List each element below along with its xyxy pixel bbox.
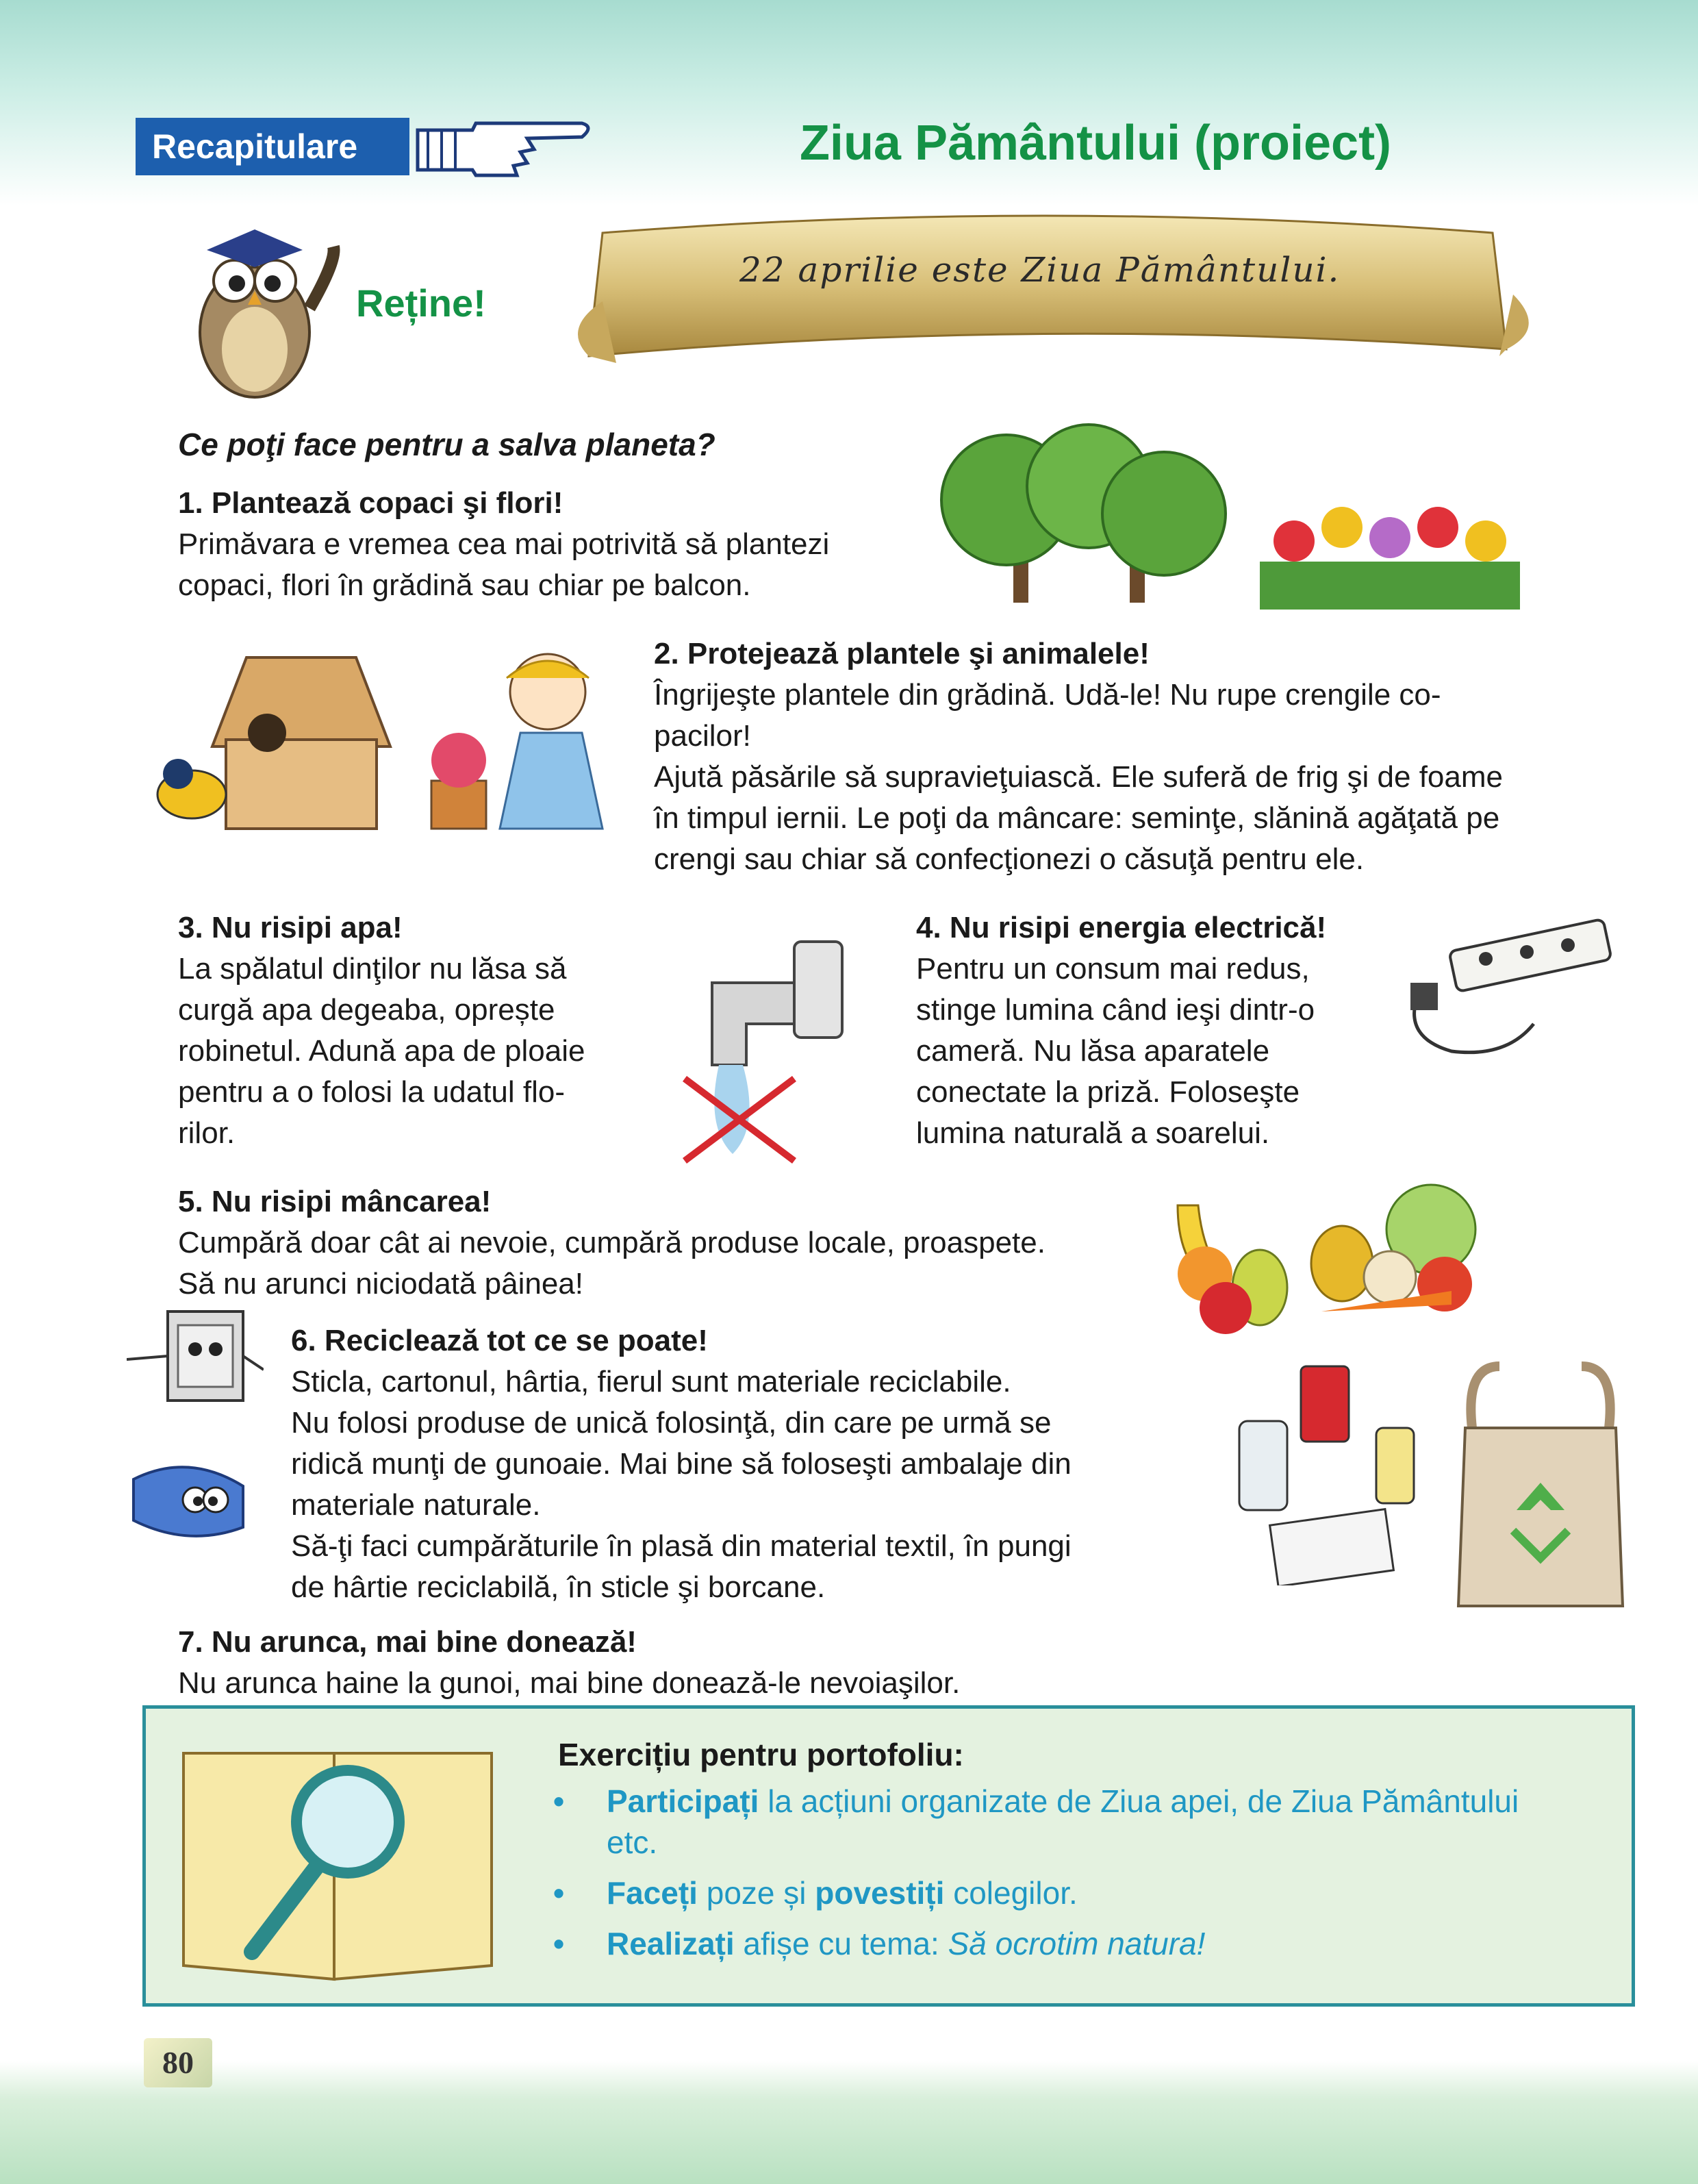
eraser-mascot-icon: [127, 1452, 257, 1548]
item-line: de hârtie reciclabilă, în sticle şi borcane.: [291, 1570, 826, 1604]
item-line: Cumpără doar cât ai nevoie, cumpără produse locale, proaspete.: [178, 1226, 1046, 1259]
item-1: [178, 483, 945, 606]
portfolio-item: • Realizați afișe cu tema: Să ocrotim natura!: [553, 1923, 1621, 1964]
bottom-background: [0, 2061, 1698, 2184]
item-2: [654, 633, 1633, 880]
item-6: [291, 1320, 1198, 1608]
retine-label: Reține!: [356, 281, 486, 325]
item-line: rilor.: [178, 1116, 236, 1150]
eco-bag-icon: [1452, 1359, 1630, 1620]
film-mascot-icon: [127, 1305, 264, 1407]
item-heading: 7. Nu arunca, mai bine donează!: [178, 1625, 637, 1659]
item-line: La spălatul dinţilor nu lăsa să: [178, 952, 567, 986]
flowers-illustration: [1260, 473, 1520, 610]
item-line: în timpul iernii. Le poţi da mâncare: seminţe, slănină agăţată pe: [654, 801, 1500, 835]
tap-icon: [657, 921, 890, 1175]
portfolio-item: • Faceți poze și povestiți colegilor.: [553, 1872, 1621, 1913]
item-heading: 6. Reciclează tot ce se poate!: [291, 1324, 708, 1357]
scroll-banner: [561, 192, 1547, 397]
item-line: Să-ţi faci cumpărăturile în plasă din material textil, în pungi: [291, 1529, 1072, 1563]
item-line: ridică munţi de gunoaie. Mai bine să foloseşti ambalaje din: [291, 1447, 1072, 1481]
item-line: conectate la priză. Foloseşte: [916, 1075, 1300, 1109]
item-line: Îngrijeşte plantele din grădină. Udă-le! Nu rupe crengile co-: [654, 678, 1441, 712]
item-heading: 4. Nu risipi energia electrică!: [916, 911, 1327, 944]
bullet-icon: •: [553, 1783, 565, 1819]
girl-watering-illustration: [411, 644, 637, 849]
item-line: pentru a o folosi la udatul flo-: [178, 1075, 566, 1109]
section-tag: Recapitulare: [136, 118, 409, 175]
item-line: cameră. Nu lăsa aparatele: [916, 1034, 1270, 1068]
item-heading: 1. Plantează copaci şi flori!: [178, 486, 563, 520]
item-4: [916, 907, 1395, 1154]
item-line: robinetul. Adună apa de ploaie: [178, 1034, 585, 1068]
power-strip-icon: [1397, 914, 1636, 1065]
fruits-illustration: [1164, 1192, 1301, 1335]
item-heading: 5. Nu risipi mâncarea!: [178, 1185, 492, 1218]
trees-illustration: [931, 418, 1232, 616]
item-line: crengi sau chiar să confecţionezi o căsuţă pentru ele.: [654, 842, 1365, 876]
item-heading: 2. Protejează plantele şi animalele!: [654, 637, 1150, 670]
item-line: Pentru un consum mai redus,: [916, 952, 1310, 986]
item-line: Primăvara e vremea cea mai potrivită să plantezi: [178, 527, 830, 561]
item-line: materiale naturale.: [291, 1488, 541, 1522]
item-line: pacilor!: [654, 719, 751, 753]
item-line: copaci, flori în grădină sau chiar pe balcon.: [178, 568, 751, 602]
main-question: Ce poţi face pentru a salva planeta?: [178, 427, 715, 462]
item-5: [178, 1181, 1191, 1305]
item-line: stinge lumina când ieşi dintr-o: [916, 993, 1315, 1027]
magnifier-book-icon: [177, 1733, 498, 1986]
recyclables-illustration: [1232, 1359, 1424, 1585]
bullet-icon: •: [553, 1926, 565, 1961]
item-line: Nu arunca haine la gunoi, mai bine donează-le nevoiaşilor.: [178, 1666, 961, 1700]
item-heading: 3. Nu risipi apa!: [178, 911, 403, 944]
bullet-icon: •: [553, 1875, 565, 1911]
portfolio-item: • Participați la acțiuni organizate de Ziua apei, de Ziua Pământului etc.: [553, 1781, 1621, 1863]
item-line: curgă apa degeaba, oprește: [178, 993, 555, 1027]
birdhouse-illustration: [144, 644, 404, 842]
item-line: Nu folosi produse de unică folosinţă, din care pe urmă se: [291, 1406, 1052, 1440]
scroll-text: 22 aprilie este Ziua Pământului.: [739, 250, 1341, 290]
item-line: Să nu arunci niciodată pâinea!: [178, 1267, 583, 1301]
page-title: Ziua Pământului (proiect): [799, 116, 1392, 171]
item-line: Sticla, cartonul, hârtia, fierul sunt materiale reciclabile.: [291, 1365, 1011, 1398]
portfolio-title: Exercițiu pentru portofoliu:: [558, 1737, 964, 1772]
item-3: [178, 907, 685, 1154]
vegetables-illustration: [1294, 1181, 1486, 1325]
item-line: Ajută păsările să supravieţuiască. Ele suferă de frig şi de foame: [654, 760, 1503, 794]
portfolio-list: [553, 1781, 1621, 1974]
item-7: [178, 1622, 1205, 1704]
item-line: lumina naturală a soarelui.: [916, 1116, 1270, 1150]
owl-icon: [179, 219, 344, 404]
page-number: 80: [144, 2038, 212, 2087]
pointing-hand-icon: [411, 110, 603, 185]
